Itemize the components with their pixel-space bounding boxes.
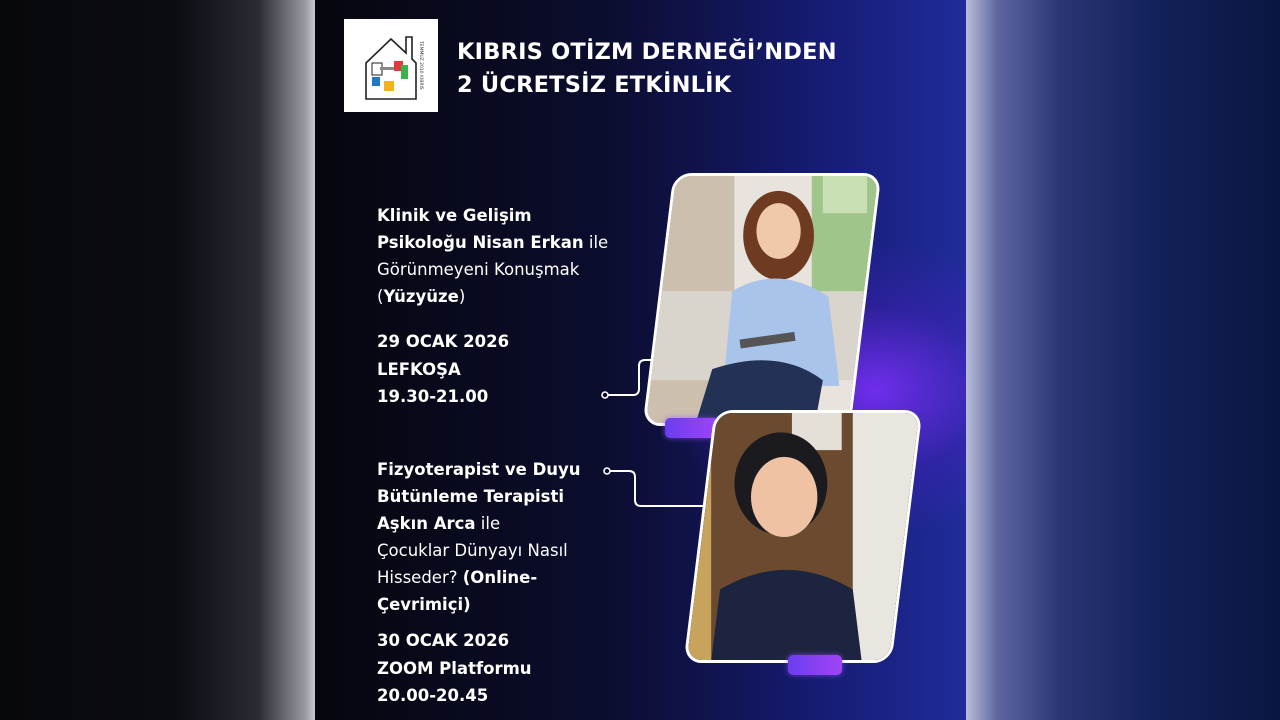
event2-topic-end: Hisseder? bbox=[377, 568, 463, 587]
house-logo-icon bbox=[344, 19, 438, 112]
event1-paren-open: ( bbox=[377, 287, 384, 306]
event2-date: 30 OCAK 2026 bbox=[377, 631, 510, 650]
event2-speaker: Aşkın Arca bbox=[377, 514, 476, 533]
event2-line-2: Bütünleme Terapisti bbox=[377, 487, 565, 506]
event1-line-1: Klinik ve Gelişim bbox=[377, 206, 532, 225]
event2-description bbox=[377, 456, 581, 618]
event1-topic: Görünmeyeni Konuşmak bbox=[377, 260, 580, 279]
event2-line-1: Fizyoterapist ve Duyu bbox=[377, 460, 581, 479]
event1-description bbox=[377, 202, 608, 310]
event2-format: (Online- bbox=[462, 568, 538, 587]
association-logo bbox=[344, 19, 438, 112]
event1-details bbox=[377, 328, 509, 411]
event1-speaker: Psikoloğu Nisan Erkan bbox=[377, 233, 584, 252]
poster-headline bbox=[457, 36, 937, 102]
event2-details bbox=[377, 627, 532, 710]
speaker2-photo bbox=[683, 410, 922, 663]
event2-format-end: Çevrimiçi) bbox=[377, 595, 471, 614]
event1-place: LEFKOŞA bbox=[377, 359, 461, 379]
event1-format: Yüzyüze bbox=[383, 287, 459, 306]
event2-topic: Çocuklar Dünyayı Nasıl bbox=[377, 541, 568, 560]
headline-line-1: KIBRIS OTİZM DERNEĞİ’NDEN bbox=[457, 39, 837, 65]
event-poster bbox=[315, 0, 966, 720]
event1-paren-close: ) bbox=[458, 287, 466, 306]
speaker1-photo bbox=[642, 173, 881, 426]
event2-line-3-rest: ile bbox=[475, 514, 501, 533]
event2-time: 20.00-20.45 bbox=[377, 686, 489, 705]
left-blur-background bbox=[0, 0, 315, 720]
event1-time: 19.30-21.00 bbox=[377, 387, 489, 406]
event2-place: ZOOM Platformu bbox=[377, 658, 532, 678]
headline-line-2: 2 ÜCRETSİZ ETKİNLİK bbox=[457, 72, 732, 98]
photo2-accent-tab bbox=[788, 655, 842, 675]
event1-date: 29 OCAK 2026 bbox=[377, 332, 510, 351]
event1-line-2-rest: ile bbox=[583, 233, 609, 252]
svg-text:TEMMUZ 2010 KIBRIS: TEMMUZ 2010 KIBRIS bbox=[418, 41, 423, 90]
right-blur-background bbox=[966, 0, 1280, 720]
